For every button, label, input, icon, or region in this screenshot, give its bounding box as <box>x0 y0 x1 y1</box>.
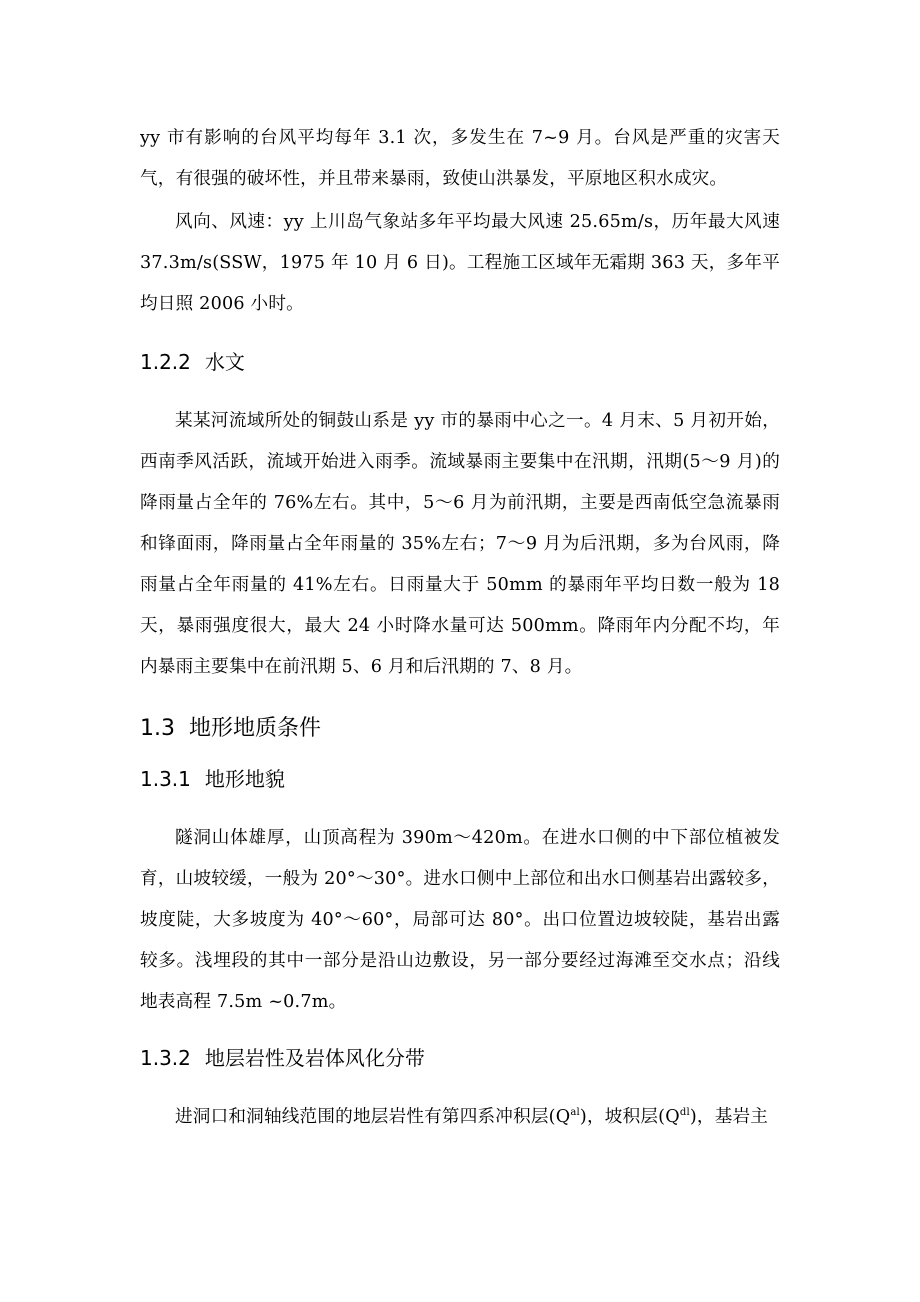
heading-number: 1.2.2 <box>140 350 191 374</box>
paragraph-hydrology: 某某河流域所处的铜鼓山系是 yy 市的暴雨中心之一。4 月末、5 月初开始，西南季风活跃，流域开始进入雨季。流域暴雨主要集中在汛期，汛期(5～9 月)的降雨量占全年的 76%左右。其中，5～6 月为前汛期，主要是西南低空急流暴雨和锋面雨，降雨量占全年雨量的 35%左右；7～9 月为后汛期，多为台风雨，降雨量占全年雨量的 41%左右。日雨量大于 50mm 的暴雨年平均日数一般为 18 天，暴雨强度很大，最大 24 小时降水量可达 500mm。降雨年内分配不均，年内暴雨主要集中在前汛期 5、6 月和后汛期的 7、8 月。 <box>140 411 780 677</box>
document-body <box>140 118 780 1138</box>
superscript-al: al <box>570 1107 580 1119</box>
superscript-dl: dl <box>679 1107 690 1119</box>
paragraph-typhoon: yy 市有影响的台风平均每年 3.1 次，多发生在 7~9 月。台风是严重的灾害天气，有很强的破坏性，并且带来暴雨，致使山洪暴发，平原地区积水成灾。 <box>140 128 780 189</box>
paragraph-wind: 风向、风速：yy 上川岛气象站多年平均最大风速 25.65m/s，历年最大风速 37.3m/s(SSW，1975 年 10 月 6 日)。工程施工区域年无霜期 363 天，多年平均日照 2006 小时。 <box>140 212 780 314</box>
heading-text: 地形地质条件 <box>189 716 322 741</box>
text-run: 进洞口和洞轴线范围的地层岩性有第四系冲积层(Q <box>175 1107 571 1127</box>
heading-text: 地形地貌 <box>204 767 285 791</box>
heading-1-3-2 <box>140 1043 780 1073</box>
heading-text: 地层岩性及岩体风化分带 <box>204 1046 425 1070</box>
heading-1-2-2 <box>140 347 780 377</box>
heading-text: 水文 <box>204 350 245 374</box>
text-run: )，坡积层(Q <box>579 1107 680 1127</box>
heading-number: 1.3.1 <box>140 767 191 791</box>
paragraph-terrain: 隧洞山体雄厚，山顶高程为 390m～420m。在进水口侧的中下部位植被发育，山坡较缓，一般为 20°～30°。进水口侧中上部位和出水口侧基岩出露较多，坡度陡，大多坡度为 40°～60°，局部可达 80°。出口位置边坡较陡，基岩出露较多。浅埋段的其中一部分是沿山边敷设，另一部分要经过海滩至交水点；沿线地表高程 7.5m ~0.7m。 <box>140 828 780 1012</box>
heading-number: 1.3 <box>140 716 175 741</box>
paragraph-strata <box>140 1097 780 1138</box>
text-run: )，基岩主 <box>689 1107 769 1127</box>
heading-number: 1.3.2 <box>140 1046 191 1070</box>
heading-1-3 <box>140 714 780 744</box>
heading-1-3-1 <box>140 764 780 794</box>
